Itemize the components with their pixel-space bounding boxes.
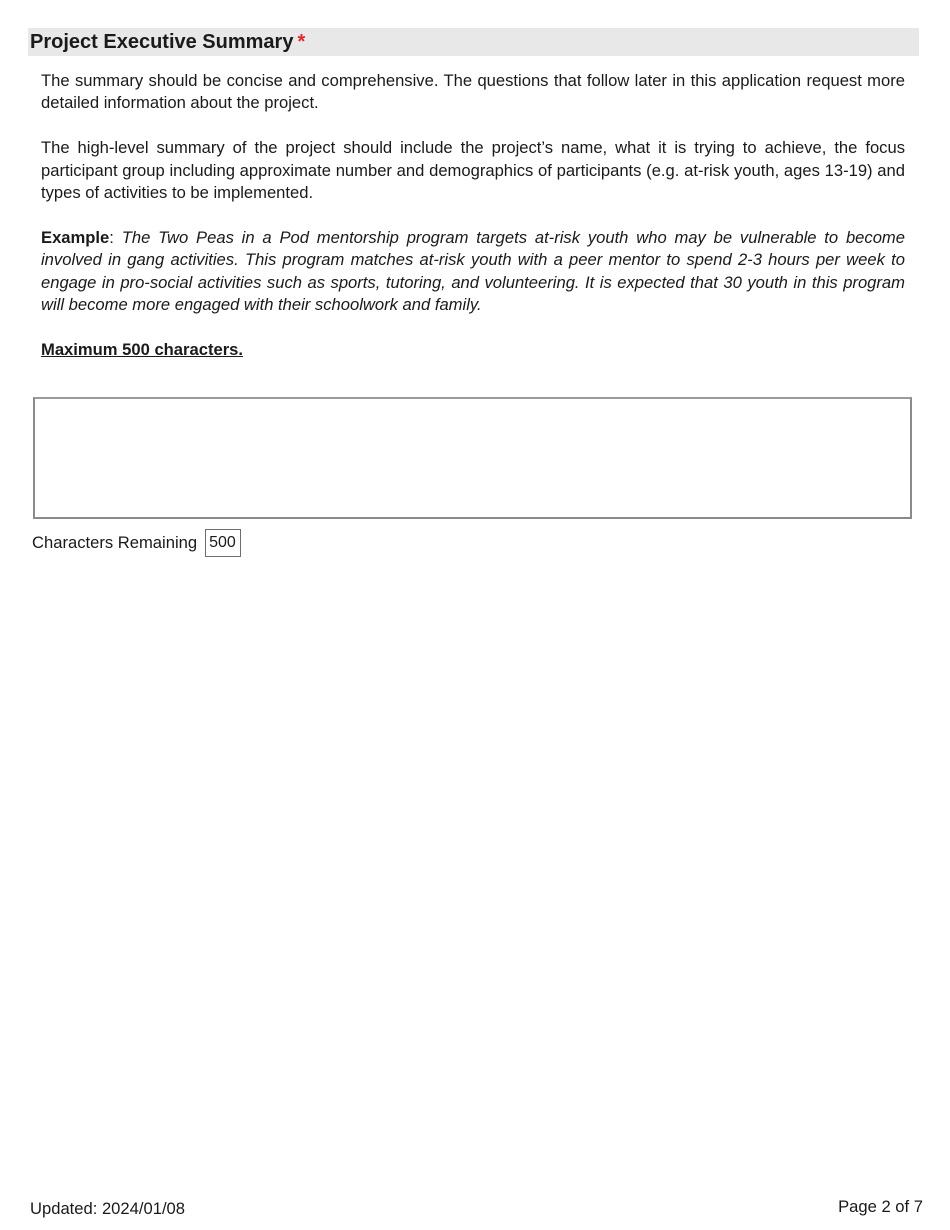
footer-updated-date: Updated: 2024/01/08 <box>30 1199 186 1218</box>
instructions <box>41 70 905 384</box>
characters-remaining-count: 500 <box>205 529 241 557</box>
footer-page-number: Page 2 of 7 <box>838 1197 923 1216</box>
characters-remaining-label: Characters Remaining <box>32 533 198 552</box>
example-separator: : <box>109 227 122 247</box>
section-title: Project Executive Summary <box>30 31 294 53</box>
section-header <box>28 28 919 56</box>
example-paragraph <box>41 227 905 317</box>
executive-summary-textarea[interactable] <box>33 397 912 519</box>
instructions-paragraph-2: The high-level summary of the project should include the project’s name, what it is trying to achieve, the focus participant group including approximate number and demographics of participants (e.g. at-risk youth, ages 13-19) and types of activities to be implemented. <box>41 138 905 203</box>
example-text: The Two Peas in a Pod mentorship program targets at-risk youth who may be vulnerable to become involved in gang activities. This program matches at-risk youth with a peer mentor to spend 2-3 hours per week to engage in pro-social activities such as sports, tutoring, and volunteering. It is expected that 30 youth in this program will become more engaged with their schoolwork and family. <box>41 227 905 315</box>
max-characters-paragraph <box>41 339 905 361</box>
example-label: Example <box>41 227 110 247</box>
max-characters-note: Maximum 500 characters. <box>41 339 244 359</box>
instructions-paragraph-1: The summary should be concise and comprehensive. The questions that follow later in this application request more detailed information about the project. <box>41 71 905 113</box>
characters-remaining-row <box>32 528 241 558</box>
required-asterisk: * <box>297 31 306 53</box>
